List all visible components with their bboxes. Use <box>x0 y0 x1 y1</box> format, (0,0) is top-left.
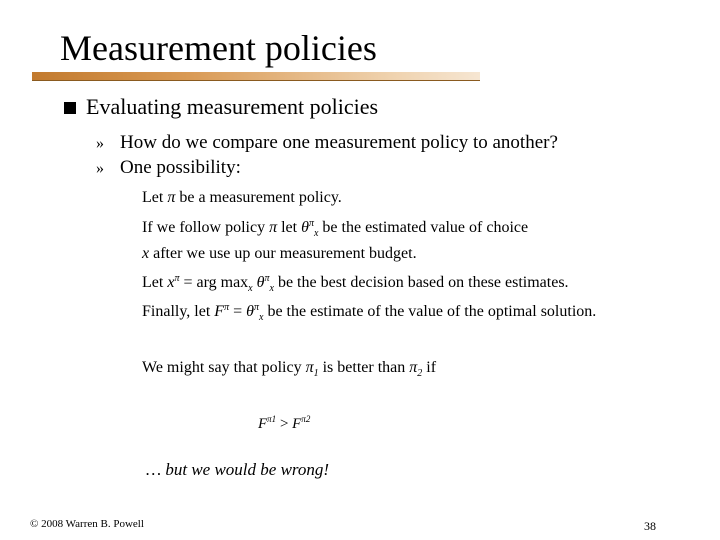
math-line-policy-comparison: We might say that policy $\pi_1$ is better than $\pi_2$ if <box>142 359 437 379</box>
math-line-policy-definition: Let π be a measurement policy. <box>142 189 342 206</box>
math-line-estimated-value: If we follow policy π let $\theta^\pi_x$ be the estimated value of choice <box>142 218 529 239</box>
inequality-formula: $F^{\pi 1} > F^{\pi 2}$ <box>258 414 311 432</box>
conclusion-text: … but we would be wrong! <box>146 460 330 479</box>
page-number: 38 <box>644 519 656 533</box>
square-bullet-icon <box>64 102 76 114</box>
sub-bullet-compare-policies: How do we compare one measurement policy to another? <box>120 132 558 153</box>
chevron-bullet-icon: » <box>96 160 104 177</box>
math-line-optimal-estimate: Finally, let $F^\pi = \theta^\pi_x$ be the estimate of the value of the optimal solution. <box>142 302 597 323</box>
math-line-measurement-budget: x after we use up our measurement budget. <box>142 245 417 262</box>
math-line-best-decision: Let $x^\pi$ = arg $\max_x \theta^\pi_x$ be the best decision based on these estimates. <box>142 273 569 294</box>
footer-copyright: © 2008 Warren B. Powell <box>30 518 144 530</box>
bullet-evaluating-policies: Evaluating measurement policies <box>86 94 379 119</box>
chevron-bullet-icon: » <box>96 135 104 152</box>
slide-title: Measurement policies <box>60 28 377 68</box>
sub-bullet-one-possibility: One possibility: <box>120 157 241 178</box>
title-underline-edge <box>32 80 480 81</box>
title-underline-bar <box>32 72 480 80</box>
